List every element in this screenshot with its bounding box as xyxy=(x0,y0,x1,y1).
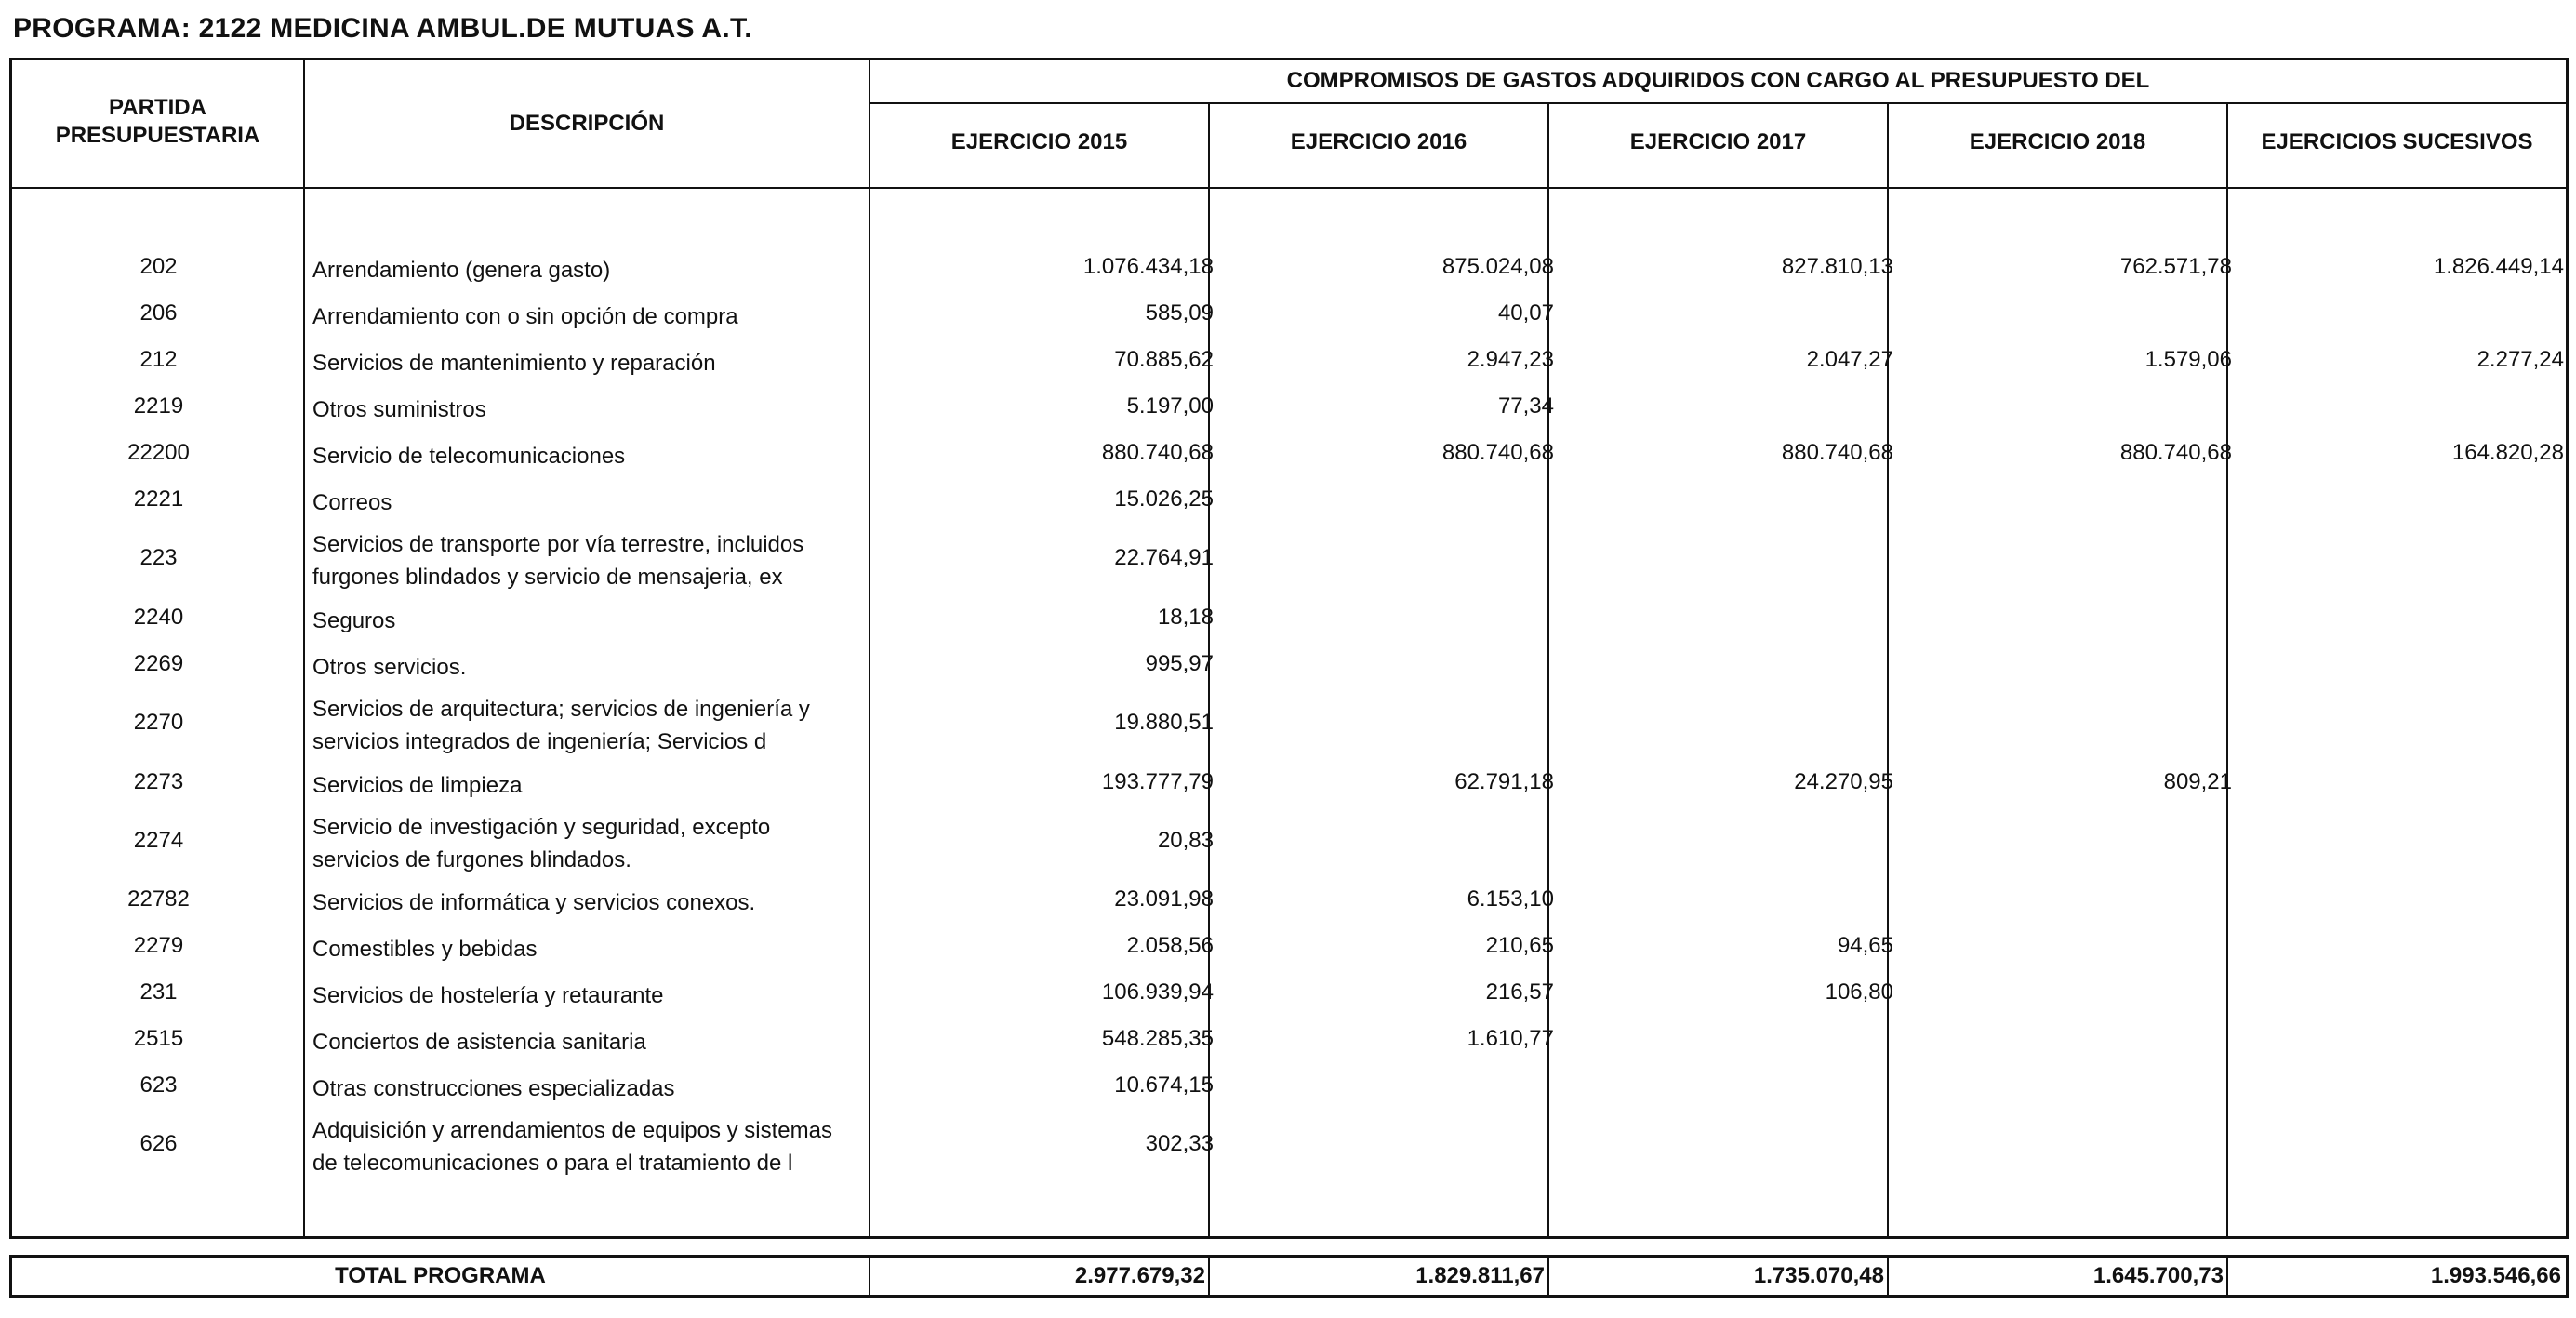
row-amount: 880.740,68 xyxy=(1101,440,1214,465)
row-amount: 15.026,25 xyxy=(1114,486,1214,512)
row-amount: 40,07 xyxy=(1497,300,1554,326)
row-amount: 5.197,00 xyxy=(1126,393,1214,419)
row-code: 2274 xyxy=(133,828,184,853)
row-amount: 210,65 xyxy=(1485,933,1554,958)
row-amount: 1.826.449,14 xyxy=(2433,254,2564,279)
row-code: 2219 xyxy=(133,393,184,419)
total-2016: 1.829.811,67 xyxy=(1415,1263,1545,1288)
table-row xyxy=(12,254,2566,286)
column-divider xyxy=(869,60,870,1236)
table-row xyxy=(12,1072,2566,1105)
row-description: Servicios de limpieza xyxy=(312,772,523,798)
row-description: Servicios de mantenimiento y reparación xyxy=(312,350,716,376)
total-2015: 2.977.679,32 xyxy=(1074,1263,1205,1288)
budget-table xyxy=(9,58,2569,1239)
row-amount: 548.285,35 xyxy=(1101,1026,1214,1051)
table-row xyxy=(12,933,2566,965)
row-code: 2269 xyxy=(133,651,184,676)
row-amount: 1.610,77 xyxy=(1467,1026,1554,1051)
row-code: 202 xyxy=(139,254,178,279)
row-amount: 70.885,62 xyxy=(1114,347,1214,372)
page-title: PROGRAMA: 2122 MEDICINA AMBUL.DE MUTUAS A.T. xyxy=(13,13,752,44)
total-2018: 1.645.700,73 xyxy=(2092,1263,2224,1288)
row-amount: 10.674,15 xyxy=(1114,1072,1214,1098)
table-row xyxy=(12,1114,2566,1179)
table-row xyxy=(12,979,2566,1012)
row-code: 626 xyxy=(139,1131,178,1156)
table-row xyxy=(12,1026,2566,1058)
table-row xyxy=(12,393,2566,426)
table-row xyxy=(12,886,2566,919)
row-description: Arrendamiento con o sin opción de compra xyxy=(312,303,738,329)
row-description: Comestibles y bebidas xyxy=(312,936,538,962)
row-amount: 164.820,28 xyxy=(2451,440,2564,465)
row-description: Servicios de transporte por vía terrestre, incluidos furgones blindados y servicio de mensajeria, ex xyxy=(312,532,804,590)
table-row xyxy=(12,693,2566,758)
row-description: Otros suministros xyxy=(312,396,486,422)
row-amount: 2.947,23 xyxy=(1467,347,1554,372)
header-descripcion: DESCRIPCIÓN xyxy=(509,111,665,136)
header-year-2018: EJERCICIO 2018 xyxy=(1969,129,2146,154)
row-code: 2279 xyxy=(133,933,184,958)
header-ejercicios-sucesivos: EJERCICIOS SUCESIVOS xyxy=(2261,129,2533,154)
table-row xyxy=(12,651,2566,684)
header-year-2017: EJERCICIO 2017 xyxy=(1629,129,1807,154)
row-amount: 23.091,98 xyxy=(1114,886,1214,912)
row-amount: 302,33 xyxy=(1145,1131,1214,1156)
row-description: Servicio de investigación y seguridad, excepto servicios de furgones blindados. xyxy=(312,815,771,872)
table-row xyxy=(12,300,2566,333)
row-amount: 94,65 xyxy=(1837,933,1893,958)
table-row xyxy=(12,769,2566,802)
row-amount: 880.740,68 xyxy=(1781,440,1893,465)
row-description: Servicios de arquitectura; servicios de ingeniería y servicios integrados de ingeniería; Servicios d xyxy=(312,697,810,754)
row-amount: 24.270,95 xyxy=(1794,769,1893,794)
row-amount: 20,83 xyxy=(1157,828,1214,853)
row-code: 22782 xyxy=(127,886,190,912)
total-label: TOTAL PROGRAMA xyxy=(335,1263,546,1288)
header-partida: PARTIDA PRESUPUESTARIA xyxy=(55,95,260,148)
row-amount: 62.791,18 xyxy=(1454,769,1554,794)
header-bottom-line xyxy=(12,187,2566,189)
table-row xyxy=(12,440,2566,473)
row-amount: 762.571,78 xyxy=(2119,254,2232,279)
row-amount: 77,34 xyxy=(1497,393,1554,419)
row-amount: 18,18 xyxy=(1157,605,1214,630)
row-amount: 2.047,27 xyxy=(1806,347,1893,372)
header-compromisos: COMPROMISOS DE GASTOS ADQUIRIDOS CON CARGO AL PRESUPUESTO DEL xyxy=(1286,68,2150,93)
column-divider xyxy=(303,60,305,1236)
row-amount: 106.939,94 xyxy=(1101,979,1214,1005)
row-code: 223 xyxy=(139,545,178,570)
row-code: 2273 xyxy=(133,769,184,794)
row-code: 206 xyxy=(139,300,178,326)
total-2017: 1.735.070,48 xyxy=(1753,1263,1884,1288)
row-amount: 880.740,68 xyxy=(2119,440,2232,465)
row-code: 2240 xyxy=(133,605,184,630)
row-amount: 6.153,10 xyxy=(1467,886,1554,912)
row-description: Adquisición y arrendamientos de equipos y sistemas de telecomunicaciones o para el tratamiento de l xyxy=(312,1118,832,1176)
row-description: Arrendamiento (genera gasto) xyxy=(312,257,611,283)
table-row xyxy=(12,528,2566,593)
row-code: 2270 xyxy=(133,710,184,735)
header-year-2015: EJERCICIO 2015 xyxy=(950,129,1128,154)
total-sucesivos: 1.993.546,66 xyxy=(2430,1263,2561,1288)
row-amount: 827.810,13 xyxy=(1781,254,1893,279)
row-amount: 880.740,68 xyxy=(1441,440,1554,465)
header-divider xyxy=(869,102,2566,104)
row-amount: 2.058,56 xyxy=(1126,933,1214,958)
row-amount: 1.076.434,18 xyxy=(1082,254,1214,279)
table-row xyxy=(12,347,2566,379)
row-description: Servicios de informática y servicios conexos. xyxy=(312,889,756,915)
row-amount: 216,57 xyxy=(1485,979,1554,1005)
table-row xyxy=(12,486,2566,519)
row-amount: 585,09 xyxy=(1145,300,1214,326)
row-description: Otros servicios. xyxy=(312,654,467,680)
row-amount: 995,97 xyxy=(1145,651,1214,676)
header-year-2016: EJERCICIO 2016 xyxy=(1290,129,1467,154)
row-code: 22200 xyxy=(127,440,190,465)
row-description: Servicio de telecomunicaciones xyxy=(312,443,626,469)
table-row xyxy=(12,605,2566,637)
row-amount: 193.777,79 xyxy=(1101,769,1214,794)
row-code: 231 xyxy=(139,979,178,1005)
row-amount: 809,21 xyxy=(2163,769,2232,794)
row-code: 623 xyxy=(139,1072,178,1098)
row-amount: 1.579,06 xyxy=(2144,347,2232,372)
row-amount: 22.764,91 xyxy=(1114,545,1214,570)
row-description: Servicios de hostelería y retaurante xyxy=(312,982,664,1008)
table-row xyxy=(12,811,2566,876)
row-description: Otras construcciones especializadas xyxy=(312,1075,675,1101)
row-description: Seguros xyxy=(312,607,396,633)
row-amount: 106,80 xyxy=(1825,979,1893,1005)
row-code: 2221 xyxy=(133,486,184,512)
row-code: 212 xyxy=(139,347,178,372)
row-description: Correos xyxy=(312,489,392,515)
row-amount: 19.880,51 xyxy=(1114,710,1214,735)
row-description: Conciertos de asistencia sanitaria xyxy=(312,1029,646,1055)
row-amount: 2.277,24 xyxy=(2476,347,2564,372)
total-row xyxy=(9,1255,2569,1298)
row-amount: 875.024,08 xyxy=(1441,254,1554,279)
row-code: 2515 xyxy=(133,1026,184,1051)
